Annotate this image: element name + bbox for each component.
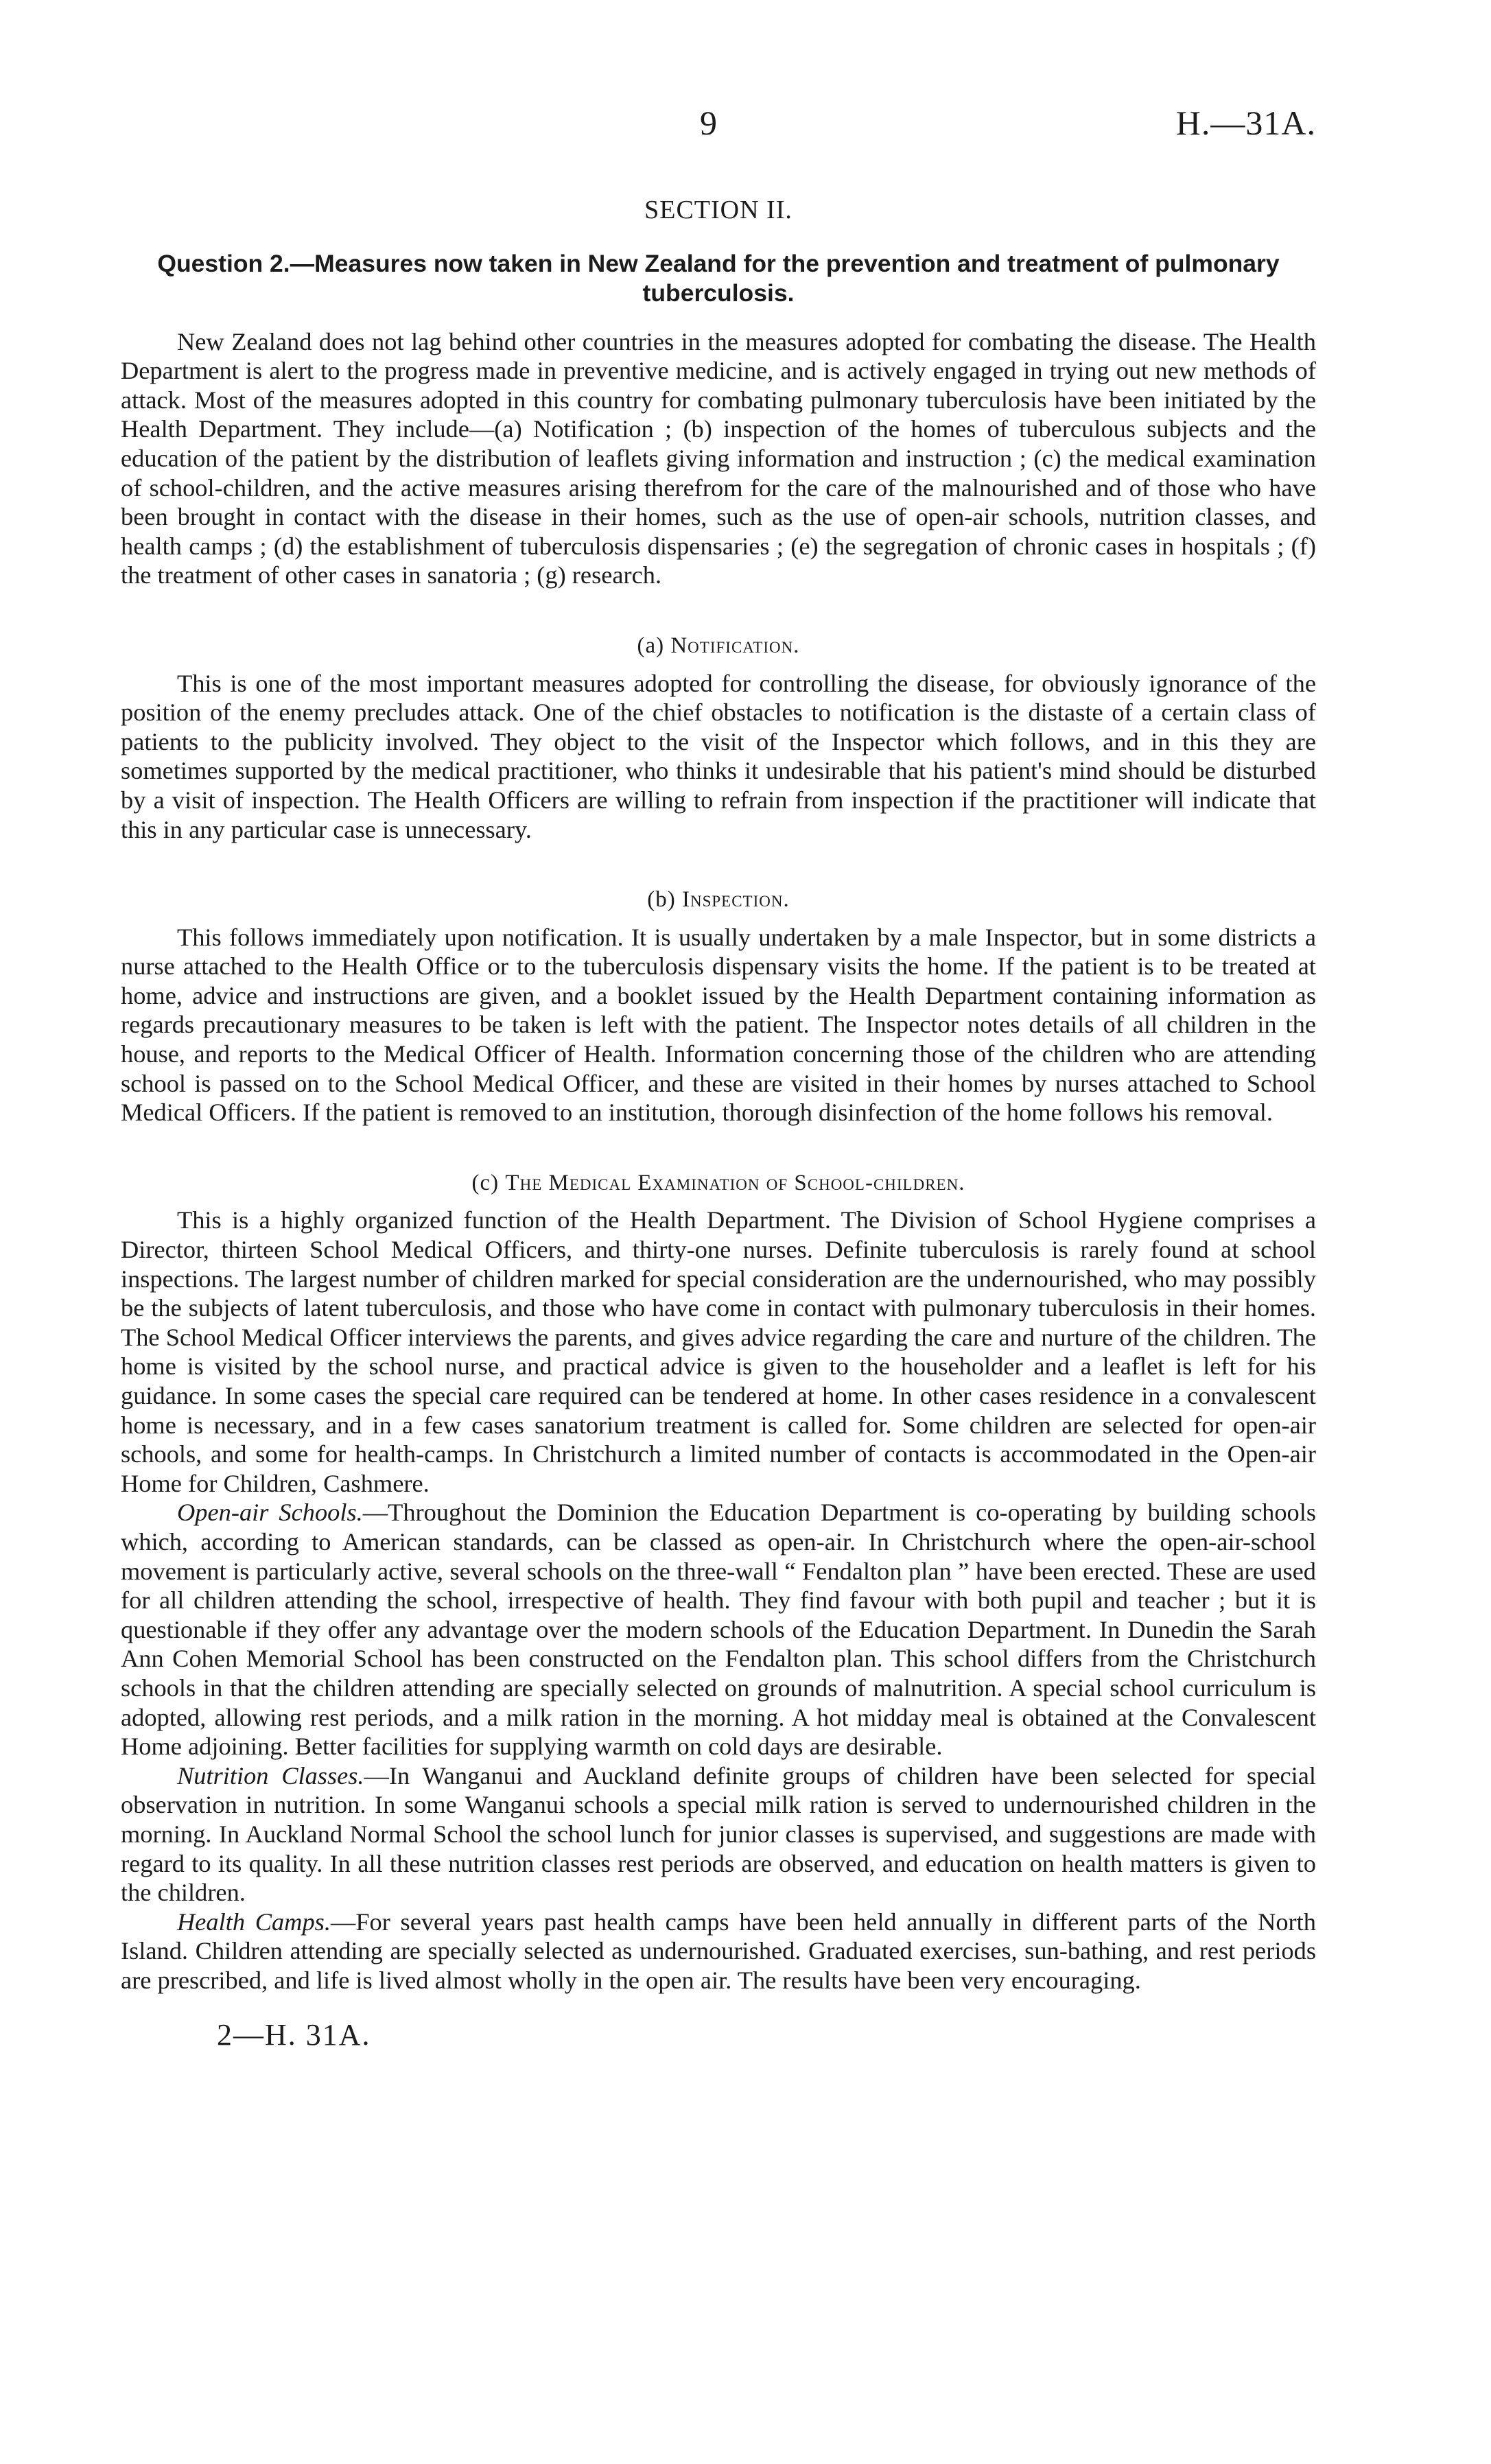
signature-mark: 2—H. 31A.: [217, 2018, 371, 2052]
medical-exam-heading: [121, 1169, 1316, 1198]
notification-paragraph: This is one of the most important measures adopted for controlling the disease, for obviously ignorance of the position of the enemy precludes attack. One of the chief obstacles to notification is the distaste of a certain class of patients to the publicity involved. They object to the visit of the Inspector which follows, and in this they are sometimes supported by the medical practitioner, who thinks it undesirable that his patient's mind should be disturbed by a visit of inspection. The Health Officers are willing to refrain from inspection if the practitioner will indicate that this in any particular case is unnecessary.: [121, 669, 1316, 843]
section-title: SECTION II.: [644, 196, 793, 224]
nutrition-classes-title: Nutrition Classes.: [177, 1761, 364, 1790]
notification-label: (a): [637, 633, 665, 658]
intro-paragraph: New Zealand does not lag behind other countries in the measures adopted for combating the disease. The Health Department is alert to the progress made in preventive medicine, and is actively engaged in trying out new methods of attack. Most of the measures adopted in this country for combating pulmonary tuberculosis have been initiated by the Health Department. They include—(a) Notification ; (b) inspection of the homes of tuberculous subjects and the education of the patient by the distribution of leaflets giving information and instruction ; (c) the medical examination of school-children, and the active measures arising therefrom for the care of the malnourished and of those who have been brought in contact with the disease in their homes, such as the use of open-air schools, nutrition classes, and health camps ; (d) the establishment of tuberculosis dispensaries ; (e) the segregation of chronic cases in hospitals ; (f) the treatment of other cases in sanatoria ; (g) research.: [121, 327, 1316, 589]
medical-exam-label: (c): [471, 1170, 500, 1195]
open-air-schools-paragraph: [121, 1498, 1316, 1761]
medical-exam-title: The Medical Examination of School-children.: [505, 1170, 965, 1195]
inspection-heading: [121, 885, 1316, 915]
open-air-schools-text: —Throughout the Dominion the Education Department is co-operating by building schools which, according to American standards, can be classed as open-air. In Christchurch where the open-air-school movement is particularly active, several schools on the three-wall “ Fendalton plan ” have been erected. These are used for all children attending the school, irrespective of health. They find favour with both pupil and teacher ; but it is questionable if they offer any advantage over the modern schools of the Education Department. In Dunedin the Sarah Ann Cohen Memorial School has been constructed on the Fendalton plan. This school differs from the Christchurch schools in that the children attending are specially selected on grounds of malnutrition. A special school curriculum is adopted, allowing rest periods, and a milk ration in the morning. A hot midday meal is obtained at the Convalescent Home adjoining. Better facilities for supplying warmth on cold days are desirable.: [121, 1499, 1316, 1761]
health-camps-title: Health Camps.: [177, 1908, 331, 1936]
question-heading: Question 2.—Measures now taken in New Zealand for the prevention and treatment of pulmonary tuberculosis.: [157, 249, 1280, 307]
health-camps-paragraph: [121, 1908, 1316, 1995]
inspection-paragraph: This follows immediately upon notification. It is usually undertaken by a male Inspector, but in some districts a nurse attached to the Health Office or to the tuberculosis dispensary visits the home. If the patient is to be treated at home, advice and instructions are given, and a booklet issued by the Health Department containing information as regards precautionary measures to be taken is left with the patient. The Inspector notes details of all children in the house, and reports to the Medical Officer of Health. Information concerning those of the children who are attending school is passed on to the School Medical Officer, and these are visited in their homes by nurses attached to School Medical Officers. If the patient is removed to an institution, thorough disinfection of the home follows his removal.: [121, 923, 1316, 1127]
notification-title: Notification.: [670, 633, 800, 658]
notification-heading: [121, 631, 1316, 661]
medical-exam-paragraph: This is a highly organized function of the Health Department. The Division of School Hygiene comprises a Director, thirteen School Medical Officers, and thirty-one nurses. Definite tuberculosis is rarely found at school inspections. The largest number of children marked for special consideration are the undernourished, who may possibly be the subjects of latent tuberculosis, and those who have come in contact with pulmonary tuberculosis in their homes. The School Medical Officer interviews the parents, and gives advice regarding the care and nurture of the children. The home is visited by the school nurse, and practical advice is given to the householder and a leaflet is left for his guidance. In some cases the special care required can be tendered at home. In other cases residence in a convalescent home is necessary, and in a few cases sanatorium treatment is called for. Some children are selected for open-air schools, and some for health-camps. In Christchurch a limited number of contacts is accommodated in the Open-air Home for Children, Cashmere.: [121, 1206, 1316, 1497]
nutrition-classes-text: —In Wanganui and Auckland definite groups of children have been selected for special observation in nutrition. In some Wanganui schools a special milk ration is served to undernourished children in the morning. In Auckland Normal School the school lunch for junior classes is supervised, and suggestions are made with regard to its quality. In all these nutrition classes rest periods are observed, and education on health matters is given to the children.: [121, 1761, 1316, 1907]
inspection-label: (b): [647, 887, 676, 913]
nutrition-classes-paragraph: [121, 1761, 1316, 1908]
page-body: [121, 196, 1316, 2050]
open-air-schools-title: Open-air Schools.: [177, 1499, 363, 1527]
inspection-title: Inspection.: [681, 887, 790, 913]
page-header: [0, 103, 1491, 151]
health-camps-text: —For several years past health camps have been held annually in different parts of the North Island. Children attending are specially selected as undernourished. Graduated exercises, sun-bathing, and rest periods are prescribed, and life is lived almost wholly in the open air. The results have been very encouraging.: [121, 1908, 1316, 1994]
page-number: 9: [700, 104, 717, 142]
document-reference: H.—31A.: [1175, 104, 1316, 142]
